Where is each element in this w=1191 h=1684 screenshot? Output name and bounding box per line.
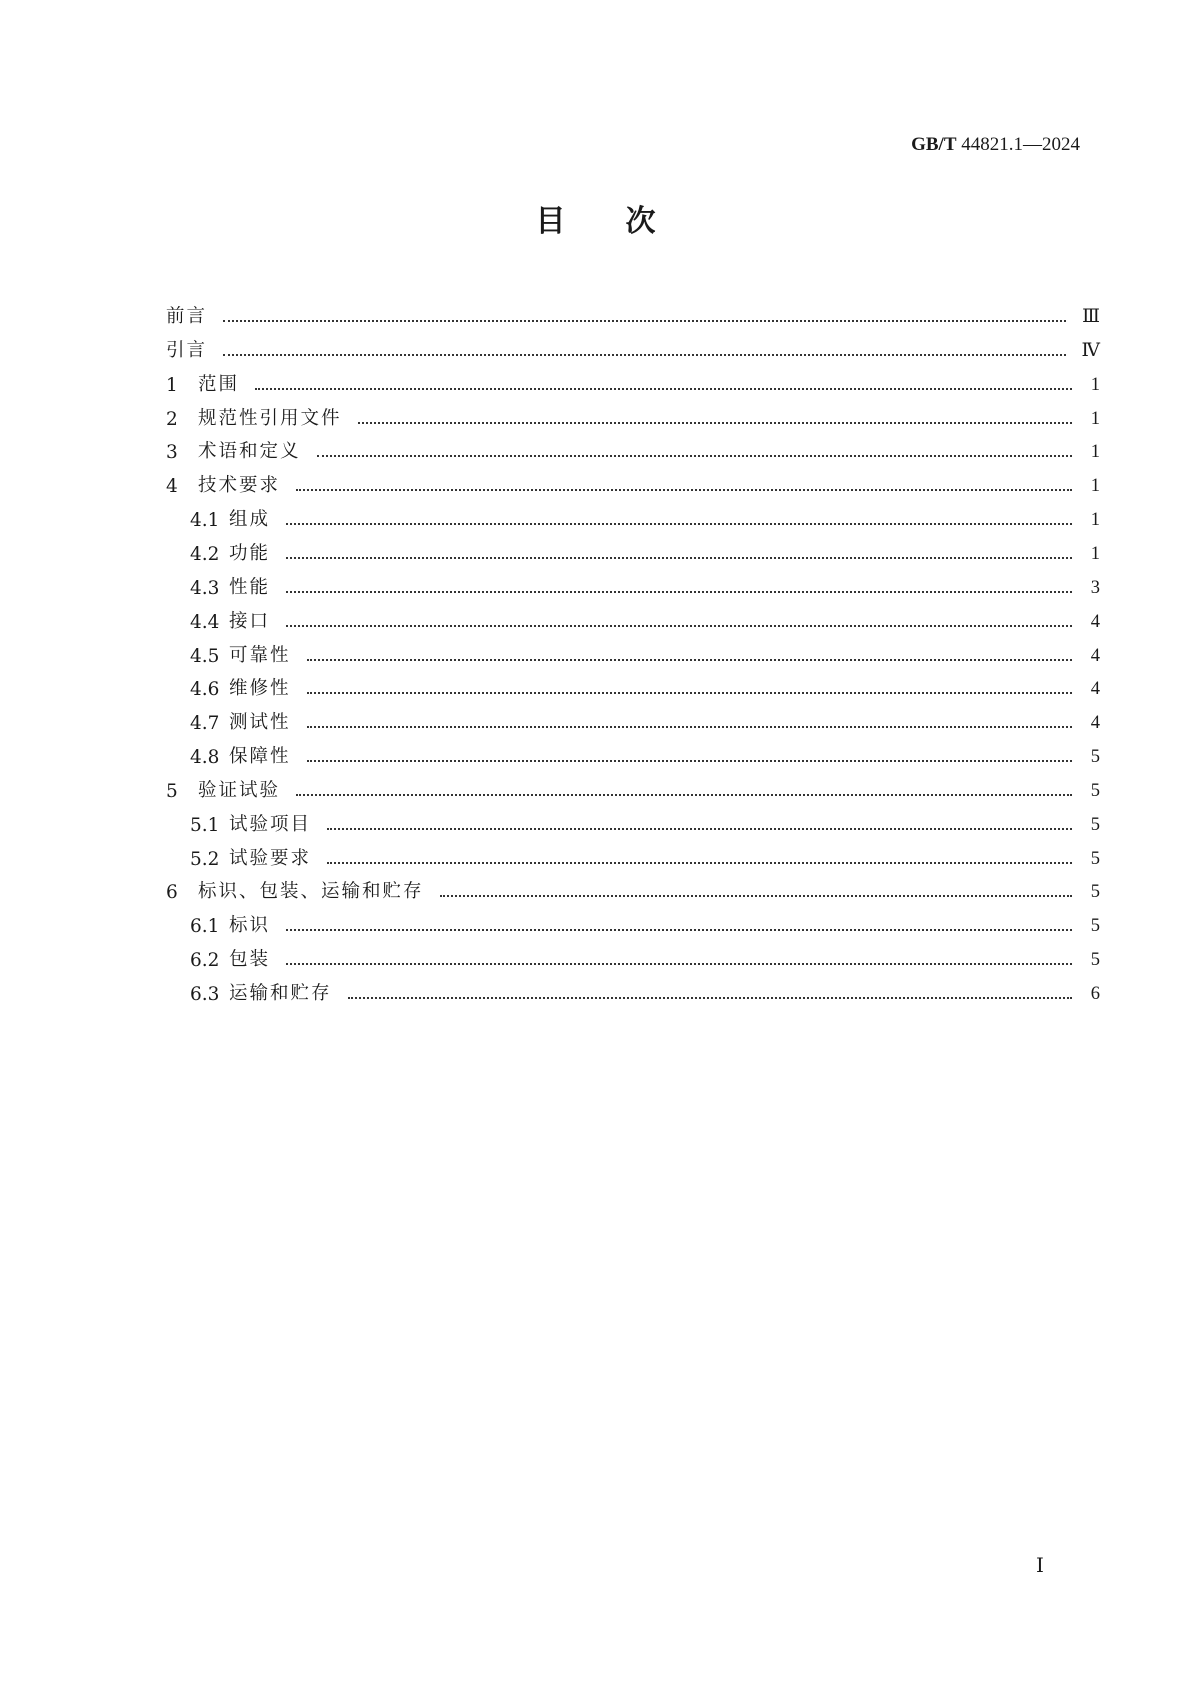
toc-entry-page: 1: [1090, 374, 1100, 395]
toc-entry-number: 5: [166, 780, 178, 802]
toc-entry-number: 5.1: [190, 814, 220, 836]
toc-entry[interactable]: [190, 501, 1100, 531]
toc-entry-page: 5: [1090, 814, 1100, 835]
toc-entry[interactable]: [166, 298, 1100, 328]
toc-entry-label: 组成: [229, 509, 271, 531]
toc-entry-page: 3: [1090, 577, 1100, 598]
toc-entry-page: 5: [1090, 916, 1100, 937]
toc-entry-page: 5: [1090, 747, 1100, 768]
dot-leader: [307, 760, 1072, 762]
dot-leader: [286, 929, 1072, 931]
dot-leader: [286, 591, 1072, 593]
dot-leader: [307, 726, 1072, 728]
toc-entry-page: 4: [1090, 645, 1100, 666]
toc-entry[interactable]: [190, 941, 1100, 971]
toc-entry[interactable]: [190, 738, 1100, 768]
toc-entry[interactable]: [190, 975, 1100, 1005]
toc-entry-label: 测试性: [229, 712, 291, 734]
toc-entry-label: 标识: [229, 915, 271, 937]
toc-entry-number: 4.8: [190, 747, 220, 769]
toc-entry-label: 运输和贮存: [229, 983, 332, 1004]
toc-entry[interactable]: [190, 535, 1100, 565]
toc-entry-label: 规范性引用文件: [198, 407, 342, 429]
toc-entry-number: 6: [166, 882, 178, 904]
toc-entry-page: 6: [1090, 984, 1100, 1004]
page-title: 目次: [535, 204, 716, 239]
dot-leader: [307, 659, 1072, 661]
toc-entry-label: 包装: [229, 949, 271, 971]
toc-entry-number: 4.4: [190, 611, 220, 633]
toc-entry[interactable]: [166, 332, 1100, 362]
toc-entry-label: 试验要求: [229, 847, 312, 869]
toc-entry-page: 1: [1090, 408, 1100, 429]
dot-leader: [223, 354, 1066, 356]
toc-entry[interactable]: [166, 873, 1100, 903]
dot-leader: [440, 895, 1072, 897]
dot-leader: [296, 489, 1072, 491]
toc-entry-page: 1: [1090, 510, 1100, 531]
dot-leader: [348, 997, 1072, 999]
dot-leader: [327, 862, 1072, 864]
dot-leader: [223, 320, 1066, 322]
dot-leader: [307, 692, 1072, 694]
toc-entry-label: 引言: [166, 339, 208, 361]
dot-leader: [358, 422, 1072, 424]
toc-entry-label: 技术要求: [198, 475, 281, 497]
toc-entry[interactable]: [166, 433, 1100, 463]
toc-entry[interactable]: [190, 806, 1100, 836]
toc-entry-page: 5: [1090, 848, 1100, 869]
toc-entry-label: 验证试验: [198, 779, 281, 801]
toc-entry-number: 2: [166, 408, 178, 430]
toc-entry-label: 标识、包装、运输和贮存: [198, 881, 424, 903]
dot-leader: [286, 963, 1072, 965]
dot-leader: [286, 557, 1072, 559]
toc-entry-page: 1: [1090, 442, 1100, 463]
dot-leader: [286, 625, 1072, 627]
toc-entry-number: 5.2: [190, 848, 220, 870]
toc-entry-label: 试验项目: [229, 813, 312, 835]
dot-leader: [255, 388, 1072, 390]
toc-entry-label: 术语和定义: [198, 441, 301, 463]
toc-entry-number: 1: [166, 374, 178, 396]
toc-entry-label: 可靠性: [229, 644, 291, 666]
standard-prefix: GB/T: [911, 134, 957, 155]
toc-entry[interactable]: [190, 840, 1100, 870]
toc-entry[interactable]: [166, 400, 1100, 430]
toc-entry-page: 1: [1090, 543, 1100, 564]
toc-entry-page: 5: [1090, 780, 1100, 801]
toc-entry-number: 4.2: [190, 543, 220, 565]
toc-entry-page: Ⅳ: [1081, 340, 1100, 361]
toc-entry[interactable]: [190, 637, 1100, 667]
toc-entry-number: 6.1: [190, 916, 220, 938]
toc-entry-label: 范围: [198, 373, 240, 395]
toc-entry-number: 4: [166, 476, 178, 498]
toc-entry-page: 1: [1090, 476, 1100, 497]
toc-entry[interactable]: [190, 704, 1100, 734]
toc-entry-label: 性能: [229, 576, 271, 598]
toc-entry-page: 4: [1090, 679, 1100, 700]
dot-leader: [286, 523, 1072, 525]
toc-entry-page: 4: [1090, 713, 1100, 734]
toc-entry-number: 3: [166, 442, 178, 464]
toc-entry-number: 4.3: [190, 577, 220, 599]
toc-entry[interactable]: [166, 772, 1100, 802]
dot-leader: [317, 455, 1072, 457]
standard-code: [820, 134, 1080, 156]
toc-entry-number: 6.3: [190, 984, 220, 1005]
toc-entry-label: 前言: [166, 306, 208, 327]
toc-entry-number: 4.1: [190, 510, 220, 532]
toc-entry[interactable]: [190, 670, 1100, 700]
toc-entry-page: 4: [1090, 611, 1100, 632]
toc-entry[interactable]: [190, 907, 1100, 937]
toc-entry-label: 维修性: [229, 678, 291, 700]
toc-entry-number: 4.5: [190, 645, 220, 667]
toc-entry-page: 5: [1090, 882, 1100, 903]
toc-entry-label: 功能: [229, 542, 271, 564]
dot-leader: [296, 794, 1072, 796]
toc-entry[interactable]: [190, 603, 1100, 633]
dot-leader: [327, 828, 1072, 830]
toc-entry-label: 保障性: [229, 746, 291, 768]
page-folio: Ⅰ: [1036, 1555, 1044, 1577]
standard-number: 44821.1—2024: [956, 134, 1080, 155]
toc-entry[interactable]: [166, 467, 1100, 497]
toc-entry-label: 接口: [229, 610, 271, 632]
toc-entry-number: 6.2: [190, 950, 220, 972]
toc-entry-number: 4.6: [190, 679, 220, 701]
toc-entry[interactable]: [190, 569, 1100, 599]
toc-entry-page: Ⅲ: [1082, 307, 1100, 327]
toc-entry-page: 5: [1090, 950, 1100, 971]
toc-entry[interactable]: [166, 366, 1100, 396]
toc-entry-number: 4.7: [190, 713, 220, 735]
